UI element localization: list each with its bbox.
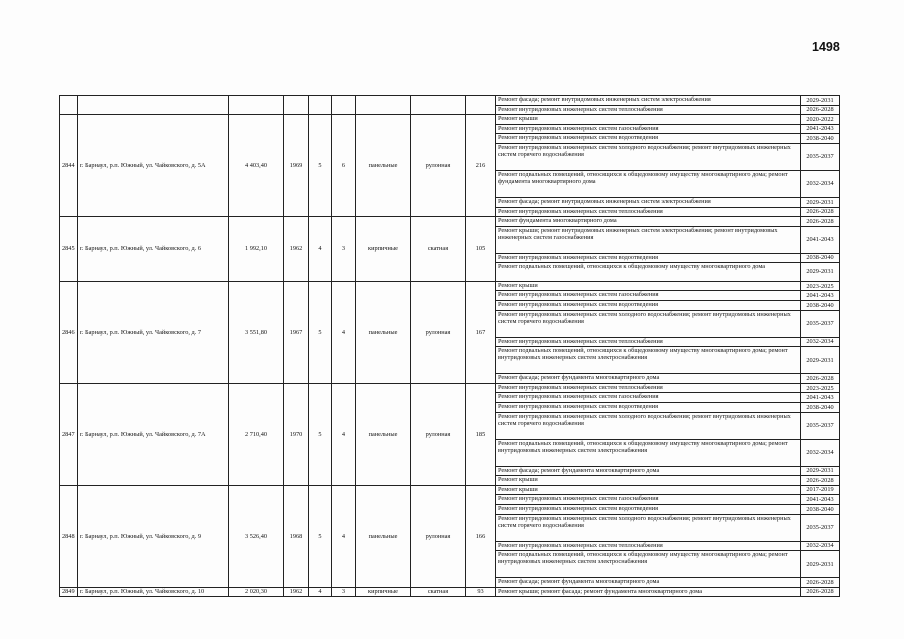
work-description: Ремонт крыши; ремонт внутридомовых инженерных систем электроснабжения; ремонт внутридомовых инженерных систем газоснабжения	[496, 226, 801, 253]
house-address: г. Барнаул, р.п. Южный, ул. Чайковского, д. 7А	[78, 383, 229, 485]
house-roof-type	[411, 96, 466, 115]
work-description: Ремонт фасада; ремонт внутридомовых инженерных систем электроснабжения	[496, 96, 801, 106]
house-entrances: 6	[332, 115, 356, 217]
page-number: 1498	[812, 40, 840, 54]
house-roof-type: рулонная	[411, 281, 466, 383]
house-roof-type: рулонная	[411, 115, 466, 217]
repair-schedule-table	[59, 95, 840, 597]
house-address: г. Барнаул, р.п. Южный, ул. Чайковского, д. 7	[78, 281, 229, 383]
work-period: 2041-2043	[801, 291, 840, 301]
house-wall-material: кирпичные	[356, 217, 411, 282]
house-number: 2849	[60, 587, 78, 597]
table-row	[60, 383, 840, 393]
house-residents	[466, 96, 496, 115]
house-entrances	[332, 96, 356, 115]
house-roof-type: скатная	[411, 217, 466, 282]
work-period: 2029-2031	[801, 96, 840, 106]
house-area: 2 020,30	[229, 587, 284, 597]
work-period: 2023-2025	[801, 383, 840, 393]
work-period: 2041-2043	[801, 495, 840, 505]
house-residents: 93	[466, 587, 496, 597]
house-area: 4 403,40	[229, 115, 284, 217]
work-description: Ремонт внутридомовых инженерных систем водоотведения	[496, 403, 801, 413]
work-period: 2041-2043	[801, 393, 840, 403]
house-wall-material: панельные	[356, 383, 411, 485]
work-period: 2035-2037	[801, 143, 840, 170]
work-period: 2032-2034	[801, 541, 840, 551]
work-description: Ремонт крыши	[496, 476, 801, 486]
work-description: Ремонт фасада; ремонт фундамента многоквартирного дома	[496, 578, 801, 588]
work-period: 2023-2025	[801, 281, 840, 291]
house-address: г. Барнаул, р.п. Южный, ул. Чайковского, д. 9	[78, 485, 229, 587]
house-floors: 4	[309, 217, 332, 282]
house-year: 1969	[284, 115, 309, 217]
house-residents: 105	[466, 217, 496, 282]
work-description: Ремонт подвальных помещений, относящихся к общедомовому имуществу многоквартирного дома; ремонт внутридомовых инженерных систем электроснабжения	[496, 347, 801, 374]
house-area: 3 551,80	[229, 281, 284, 383]
table-row	[60, 485, 840, 495]
work-period: 2035-2037	[801, 514, 840, 541]
house-address: г. Барнаул, р.п. Южный, ул. Чайковского, д. 5А	[78, 115, 229, 217]
work-description: Ремонт фундамента многоквартирного дома	[496, 217, 801, 227]
house-roof-type: рулонная	[411, 383, 466, 485]
work-period: 2041-2043	[801, 226, 840, 253]
house-residents: 166	[466, 485, 496, 587]
work-period: 2029-2031	[801, 551, 840, 578]
work-description: Ремонт внутридомовых инженерных систем холодного водоснабжения; ремонт внутридомовых инженерных систем горячего водоснабжения	[496, 514, 801, 541]
work-period: 2035-2037	[801, 310, 840, 337]
house-year: 1962	[284, 587, 309, 597]
work-description: Ремонт крыши	[496, 485, 801, 495]
work-description: Ремонт внутридомовых инженерных систем теплоснабжения	[496, 541, 801, 551]
work-description: Ремонт крыши	[496, 281, 801, 291]
table-row	[60, 96, 840, 106]
house-entrances: 4	[332, 383, 356, 485]
work-period: 2026-2028	[801, 207, 840, 217]
house-roof-type: скатная	[411, 587, 466, 597]
house-number: 2848	[60, 485, 78, 587]
work-description: Ремонт подвальных помещений, относящихся к общедомовому имуществу многоквартирного дома; ремонт внутридомовых инженерных систем электроснабжения	[496, 439, 801, 466]
house-number: 2844	[60, 115, 78, 217]
work-description: Ремонт внутридомовых инженерных систем газоснабжения	[496, 393, 801, 403]
house-area: 1 992,10	[229, 217, 284, 282]
work-period: 2038-2040	[801, 504, 840, 514]
work-description: Ремонт внутридомовых инженерных систем теплоснабжения	[496, 337, 801, 347]
house-address: г. Барнаул, р.п. Южный, ул. Чайковского, д. 6	[78, 217, 229, 282]
house-number: 2846	[60, 281, 78, 383]
house-entrances: 4	[332, 281, 356, 383]
work-description: Ремонт внутридомовых инженерных систем газоснабжения	[496, 124, 801, 134]
work-description: Ремонт внутридомовых инженерных систем холодного водоснабжения; ремонт внутридомовых инженерных систем горячего водоснабжения	[496, 412, 801, 439]
work-period: 2032-2034	[801, 439, 840, 466]
table-row	[60, 115, 840, 125]
work-description: Ремонт внутридомовых инженерных систем теплоснабжения	[496, 383, 801, 393]
house-floors: 4	[309, 587, 332, 597]
work-description: Ремонт внутридомовых инженерных систем газоснабжения	[496, 495, 801, 505]
work-description: Ремонт фасада; ремонт фундамента многоквартирного дома	[496, 374, 801, 384]
house-floors: 5	[309, 281, 332, 383]
work-period: 2032-2034	[801, 337, 840, 347]
table-row	[60, 587, 840, 597]
work-period: 2038-2040	[801, 301, 840, 311]
house-number: 2845	[60, 217, 78, 282]
work-description: Ремонт подвальных помещений, относящихся к общедомовому имуществу многоквартирного дома; ремонт внутридомовых инженерных систем электроснабжения	[496, 551, 801, 578]
house-entrances: 3	[332, 217, 356, 282]
house-residents: 216	[466, 115, 496, 217]
table-body	[60, 96, 840, 597]
house-floors: 5	[309, 485, 332, 587]
house-area: 2 710,40	[229, 383, 284, 485]
house-floors: 5	[309, 383, 332, 485]
work-period: 2041-2043	[801, 124, 840, 134]
house-number: 2847	[60, 383, 78, 485]
work-description: Ремонт крыши	[496, 115, 801, 125]
work-description: Ремонт подвальных помещений, относящихся к общедомовому имуществу многоквартирного дома; ремонт фундамента многоквартирного дома	[496, 170, 801, 197]
work-period: 2029-2031	[801, 263, 840, 282]
work-description: Ремонт крыши; ремонт фасада; ремонт фундамента многоквартирного дома	[496, 587, 801, 597]
work-description: Ремонт фасада; ремонт внутридомовых инженерных систем электроснабжения	[496, 197, 801, 207]
work-period: 2026-2028	[801, 105, 840, 115]
work-period: 2032-2034	[801, 170, 840, 197]
house-wall-material: панельные	[356, 115, 411, 217]
house-entrances: 3	[332, 587, 356, 597]
work-description: Ремонт внутридомовых инженерных систем холодного водоснабжения; ремонт внутридомовых инженерных систем горячего водоснабжения	[496, 310, 801, 337]
work-period: 2026-2028	[801, 374, 840, 384]
work-description: Ремонт внутридомовых инженерных систем теплоснабжения	[496, 105, 801, 115]
work-period: 2029-2031	[801, 466, 840, 476]
work-period: 2035-2037	[801, 412, 840, 439]
work-period: 2029-2031	[801, 197, 840, 207]
house-address	[78, 96, 229, 115]
work-period: 2029-2031	[801, 347, 840, 374]
house-residents: 167	[466, 281, 496, 383]
table-row	[60, 217, 840, 227]
work-period: 2038-2040	[801, 134, 840, 144]
house-area	[229, 96, 284, 115]
house-year: 1967	[284, 281, 309, 383]
house-address: г. Барнаул, р.п. Южный, ул. Чайковского, д. 10	[78, 587, 229, 597]
work-description: Ремонт внутридомовых инженерных систем теплоснабжения	[496, 207, 801, 217]
house-wall-material	[356, 96, 411, 115]
house-roof-type: рулонная	[411, 485, 466, 587]
house-wall-material: кирпичные	[356, 587, 411, 597]
work-description: Ремонт внутридомовых инженерных систем холодного водоснабжения; ремонт внутридомовых инженерных систем горячего водоснабжения	[496, 143, 801, 170]
house-entrances: 4	[332, 485, 356, 587]
work-period: 2038-2040	[801, 253, 840, 263]
house-residents: 185	[466, 383, 496, 485]
work-period: 2026-2028	[801, 587, 840, 597]
work-description: Ремонт внутридомовых инженерных систем водоотведения	[496, 301, 801, 311]
work-description: Ремонт внутридомовых инженерных систем газоснабжения	[496, 291, 801, 301]
house-wall-material: панельные	[356, 485, 411, 587]
house-year	[284, 96, 309, 115]
house-year: 1962	[284, 217, 309, 282]
work-description: Ремонт внутридомовых инженерных систем водоотведения	[496, 504, 801, 514]
work-period: 2026-2028	[801, 578, 840, 588]
house-wall-material: панельные	[356, 281, 411, 383]
work-period: 2038-2040	[801, 403, 840, 413]
work-description: Ремонт фасада; ремонт фундамента многоквартирного дома	[496, 466, 801, 476]
work-period: 2026-2028	[801, 476, 840, 486]
house-floors	[309, 96, 332, 115]
work-period: 2026-2028	[801, 217, 840, 227]
house-year: 1970	[284, 383, 309, 485]
work-description: Ремонт подвальных помещений, относящихся к общедомовому имуществу многоквартирного дома	[496, 263, 801, 282]
work-description: Ремонт внутридомовых инженерных систем водоотведения	[496, 134, 801, 144]
table-row	[60, 281, 840, 291]
house-year: 1968	[284, 485, 309, 587]
work-period: 2020-2022	[801, 115, 840, 125]
work-period: 2017-2019	[801, 485, 840, 495]
work-description: Ремонт внутридомовых инженерных систем водоотведения	[496, 253, 801, 263]
house-area: 3 526,40	[229, 485, 284, 587]
house-floors: 5	[309, 115, 332, 217]
house-number	[60, 96, 78, 115]
